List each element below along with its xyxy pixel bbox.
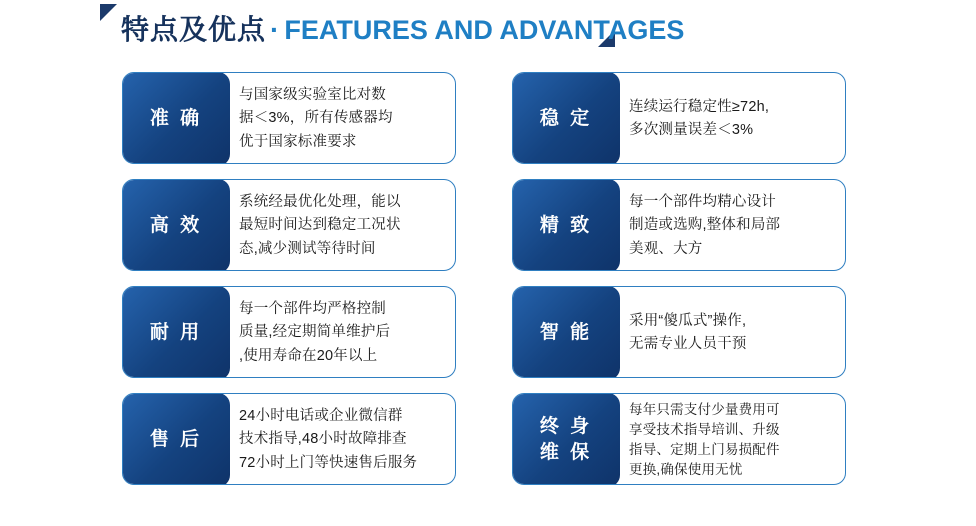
feature-card — [122, 72, 456, 164]
feature-card-tag-label: 售 后 — [149, 429, 203, 451]
bottom-spacer — [0, 522, 976, 526]
feature-card-text-line: 连续运行稳定性≥72h, — [629, 98, 770, 115]
page-header — [0, 0, 976, 60]
feature-card-text-line: 态,减少测试等待时间 — [239, 240, 376, 257]
feature-card — [512, 286, 846, 378]
feature-card-body — [239, 287, 449, 378]
feature-card-tag-label: 终 身 — [539, 416, 593, 438]
feature-card-text-line: 制造或选购,整体和局部 — [629, 217, 781, 234]
feature-card-tag — [122, 393, 230, 485]
feature-card — [122, 286, 456, 378]
feature-card — [122, 393, 456, 485]
feature-card-tag-label: 稳 定 — [539, 108, 593, 130]
feature-card-text-line: 采用“傻瓜式”操作, — [629, 312, 747, 329]
feature-card-text — [629, 191, 780, 261]
feature-card-text-line: 更换,确保使用无忧 — [629, 462, 743, 478]
feature-card-text-line: 最短时间达到稳定工况状 — [239, 217, 401, 234]
feature-card-tag — [122, 179, 230, 271]
feature-card-text-line: 质量,经定期简单维护后 — [239, 324, 391, 341]
feature-card-text — [239, 84, 393, 154]
feature-card-body — [629, 394, 839, 485]
feature-card-text — [629, 400, 780, 481]
feature-card — [512, 72, 846, 164]
feature-card-text-line: 技术指导,48小时故障排查 — [239, 431, 407, 448]
feature-card-tag-label: 耐 用 — [149, 322, 203, 344]
feature-card-text-line: 每一个部件均严格控制 — [239, 300, 386, 317]
feature-card-body — [239, 394, 449, 485]
feature-card-tag — [512, 286, 620, 378]
feature-card-tag — [512, 72, 620, 164]
feature-card-text-line: 24小时电话或企业微信群 — [239, 407, 403, 424]
feature-card-tag — [512, 179, 620, 271]
page-title — [121, 8, 684, 48]
feature-card-tag-label-secondary: 维 保 — [539, 442, 593, 463]
feature-card-tag — [122, 286, 230, 378]
feature-card-grid — [0, 62, 976, 522]
feature-card-tag — [512, 393, 620, 485]
feature-card-text-line: 多次测量误差＜3% — [629, 122, 754, 138]
feature-card — [512, 179, 846, 271]
feature-card-text-line: 美观、大方 — [629, 240, 703, 257]
feature-card-text-line: 优于国家标准要求 — [239, 133, 357, 150]
feature-card-text-line: ,使用寿命在20年以上 — [239, 347, 378, 364]
feature-card-tag-label: 精 致 — [539, 215, 593, 237]
page-title-cn: 特点及优点 — [121, 14, 267, 45]
feature-card-text-line: 每年只需支付少量费用可 — [629, 401, 780, 417]
feature-card-body — [239, 73, 449, 164]
feature-card-text-line: 系统经最优化处理，能以 — [239, 193, 401, 210]
feature-card-body — [239, 180, 449, 271]
feature-card-tag-label: 智 能 — [539, 322, 593, 344]
feature-card-tag — [122, 72, 230, 164]
feature-card-body — [629, 287, 839, 378]
feature-card-body — [629, 180, 839, 271]
feature-card-text-line: 72小时上门等快速售后服务 — [239, 454, 418, 471]
feature-card — [122, 179, 456, 271]
feature-card — [512, 393, 846, 485]
feature-card-text — [239, 405, 417, 475]
feature-card-tag-label: 准 确 — [149, 108, 203, 130]
page-title-separator: · — [270, 14, 281, 45]
header-corner-left-icon — [100, 4, 117, 21]
feature-card-text-line: 据＜3%，所有传感器均 — [239, 110, 393, 127]
feature-card-text — [629, 96, 769, 143]
feature-card-text — [239, 191, 401, 261]
feature-card-tag-label: 高 效 — [149, 215, 203, 237]
feature-card-text — [629, 310, 747, 357]
feature-card-text-line: 与国家级实验室比对数 — [239, 86, 386, 103]
feature-card-body — [629, 73, 839, 164]
feature-card-text-line: 无需专业人员干预 — [629, 336, 747, 352]
page-title-en: FEATURES AND ADVANTAGES — [284, 15, 685, 45]
feature-card-text-line: 每一个部件均精心设计 — [629, 193, 776, 210]
feature-card-text — [239, 298, 390, 368]
feature-card-text-line: 享受技术指导培训、升级 — [629, 421, 780, 437]
feature-card-text-line: 指导、定期上门易损配件 — [629, 442, 780, 457]
